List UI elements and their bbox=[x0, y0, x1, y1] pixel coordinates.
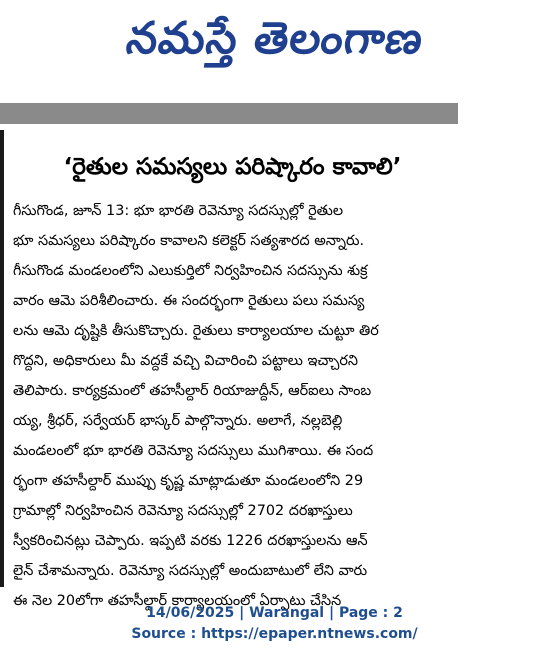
article-line: లను ఆమె దృష్టికి తీసుకొచ్చారు. రైతులు కార్యాలయాల చుట్టూ తిర bbox=[13, 323, 379, 339]
article-line: వారం ఆమె పరిశీలించారు. ఈ సందర్భంగా రైతులు పలు సమస్య bbox=[13, 293, 365, 309]
newspaper-logo: నమస్తే తెలంగాణ bbox=[123, 13, 427, 64]
article-line: గీసుగొండ, జూన్ 13: భూ భారతి రెవెన్యూ సదస్సుల్లో రైతుల bbox=[13, 203, 344, 219]
article-line: భూ సమస్యలు పరిష్కారం కావాలని కలెక్టర్ సత్యశారద అన్నారు. bbox=[13, 233, 365, 249]
article-line: తెలిపారు. కార్యక్రమంలో తహసీల్దార్ రియాజుద్దీన్, ఆర్ఐలు సాంబ bbox=[13, 383, 372, 399]
article-line: గొద్దని, అధికారులు మీ వద్దకే వచ్చి విచారించి పట్టాలు ఇచ్చారని bbox=[13, 353, 359, 369]
article-line: మండలంలో భూ భారతి రెవెన్యూ సదస్సులు ముగిశాయి. ఈ సంద bbox=[13, 443, 374, 459]
article-line: య్య, శ్రీధర్, సర్వేయర్ భాస్కర్ పాల్గొన్నారు. అలాగే, నల్లబెల్లి bbox=[13, 413, 343, 429]
clipping-footer bbox=[0, 603, 549, 645]
article-line: ఈ నెల 20లోగా తహసీల్దార్ కార్యాలయంలో ఏర్పాటు చేసిన bbox=[13, 593, 342, 609]
source-link[interactable]: Source : https://epaper.ntnews.com/ bbox=[131, 626, 418, 642]
article-left-border bbox=[0, 130, 4, 587]
news-article-clipping bbox=[7, 132, 458, 609]
article-headline: ‘రైతుల సమస్యలు పరిష్కారం కావాలి’ bbox=[63, 154, 402, 180]
masthead bbox=[0, 0, 549, 80]
edition-dateline: 14/06/2025 | Warangal | Page : 2 bbox=[146, 605, 403, 621]
article-line: లైన్ చేశామన్నారు. రెవెన్యూ సదస్సుల్లో అందుబాటులో లేని వారు bbox=[13, 563, 368, 579]
article-line: స్వీకరించినట్లు చెప్పారు. ఇప్పటి వరకు 1226 దరఖాస్తులను ఆన్ bbox=[13, 533, 368, 549]
article-line: గీసుగొండ మండలంలోని ఎలుకుర్తిలో నిర్వహించిన సదస్సును శుక్ర bbox=[13, 263, 368, 279]
article-line: గ్రామాల్లో నిర్వహించిన రెవెన్యూ సదస్సుల్లో 2702 దరఖాస్తులు bbox=[13, 503, 353, 519]
article-line: ర్భంగా తహసీల్దార్ ముప్పు కృష్ణ మాట్లాడుతూ మండలంలోని 29 bbox=[13, 473, 364, 489]
article-body bbox=[13, 196, 457, 616]
header-divider-band bbox=[0, 103, 458, 124]
